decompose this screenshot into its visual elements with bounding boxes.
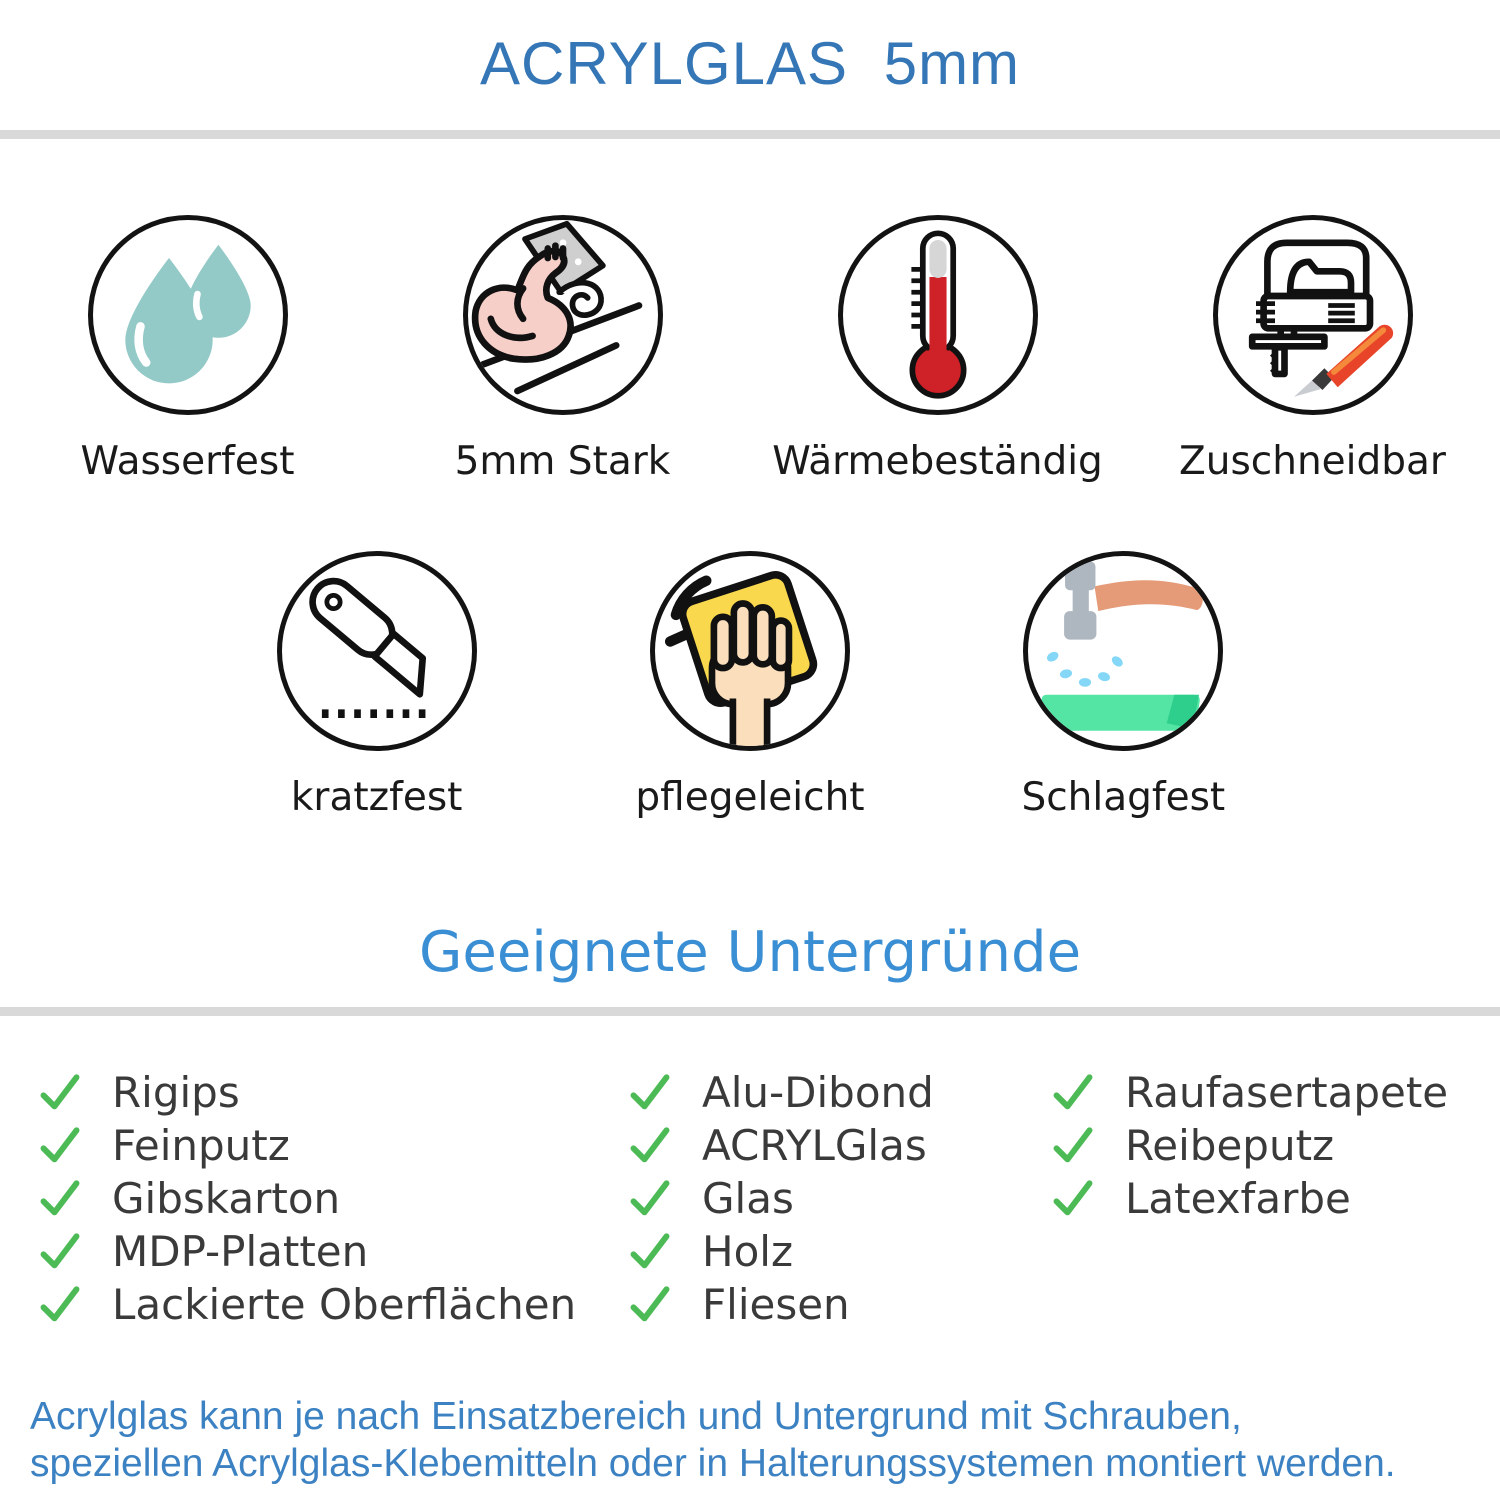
cleaning-hand-icon (650, 551, 850, 751)
checkmark-icon (32, 1177, 88, 1221)
muscle-arm-icon (463, 215, 663, 415)
feature-label: kratzfest (290, 775, 463, 820)
list-item (32, 1278, 622, 1331)
footer-note (0, 1393, 1500, 1487)
checkmark-icon (32, 1230, 88, 1274)
list-item (622, 1119, 1045, 1172)
footer-line-1: Acrylglas kann je nach Einsatzbereich und Untergrund mit Schrauben, (30, 1395, 1242, 1438)
checkmark-icon (1045, 1071, 1101, 1115)
list-item (1045, 1066, 1500, 1119)
thermometer-icon (838, 215, 1038, 415)
substrate-label: Lackierte Oberflächen (112, 1280, 577, 1329)
divider-bar (0, 1007, 1500, 1016)
feature-kratzfest (190, 551, 563, 823)
substrate-label: Rigips (112, 1068, 240, 1117)
substrates-column-2 (622, 1066, 1045, 1331)
water-drops-icon (88, 215, 288, 415)
checkmark-icon (622, 1283, 678, 1327)
substrate-label: Fliesen (702, 1280, 850, 1329)
checkmark-icon (622, 1177, 678, 1221)
list-item (622, 1225, 1045, 1278)
checkmark-icon (32, 1283, 88, 1327)
list-item (32, 1225, 622, 1278)
feature-label: Wasserfest (80, 439, 295, 484)
substrate-label: MDP-Platten (112, 1227, 369, 1276)
checkmark-icon (622, 1230, 678, 1274)
checkmark-icon (1045, 1177, 1101, 1221)
feature-label: pflegeleicht (635, 775, 865, 820)
feature-wasserfest (0, 215, 375, 487)
footer-line-2: speziellen Acrylglas-Klebemitteln oder in Halterungssystemen montiert werden. (30, 1442, 1396, 1485)
substrate-label: Feinputz (112, 1121, 290, 1170)
feature-label: Wärmebeständig (772, 439, 1103, 484)
list-item (622, 1278, 1045, 1331)
jigsaw-cutter-icon (1213, 215, 1413, 415)
substrate-label: Latexfarbe (1125, 1174, 1351, 1223)
divider-bar (0, 130, 1500, 139)
substrate-label: Glas (702, 1174, 794, 1223)
feature-label: 5mm Stark (454, 439, 671, 484)
substrate-label: Raufasertapete (1125, 1068, 1449, 1117)
checkmark-icon (32, 1071, 88, 1115)
checkmark-icon (32, 1124, 88, 1168)
section-title-untergruende: Geeignete Untergründe (418, 920, 1082, 985)
substrates-checklist (0, 1066, 1500, 1331)
features-row-2 (190, 551, 1310, 823)
feature-schlagfest (937, 551, 1310, 823)
feature-pflegeleicht (563, 551, 936, 823)
substrates-column-3 (1045, 1066, 1500, 1331)
substrate-label: Reibeputz (1125, 1121, 1335, 1170)
list-item (622, 1172, 1045, 1225)
substrate-label: Gibskarton (112, 1174, 341, 1223)
list-item (32, 1119, 622, 1172)
checkmark-icon (1045, 1124, 1101, 1168)
list-item (32, 1172, 622, 1225)
list-item (1045, 1172, 1500, 1225)
checkmark-icon (622, 1124, 678, 1168)
feature-waermebestaendig (750, 215, 1125, 487)
page-title: ACRYLGLAS 5mm (479, 30, 1021, 97)
substrates-column-1 (32, 1066, 622, 1331)
substrate-label: Alu-Dibond (702, 1068, 934, 1117)
list-item (622, 1066, 1045, 1119)
substrate-label: Holz (702, 1227, 793, 1276)
feature-5mm-stark (375, 215, 750, 487)
features-row-1 (0, 215, 1500, 487)
list-item (32, 1066, 622, 1119)
feature-label: Schlagfest (1021, 775, 1226, 820)
substrate-label: ACRYLGlas (702, 1121, 927, 1170)
hammer-icon (1023, 551, 1223, 751)
feature-label: Zuschneidbar (1179, 439, 1446, 484)
utility-knife-icon (277, 551, 477, 751)
checkmark-icon (622, 1071, 678, 1115)
list-item (1045, 1119, 1500, 1172)
feature-zuschneidbar (1125, 215, 1500, 487)
